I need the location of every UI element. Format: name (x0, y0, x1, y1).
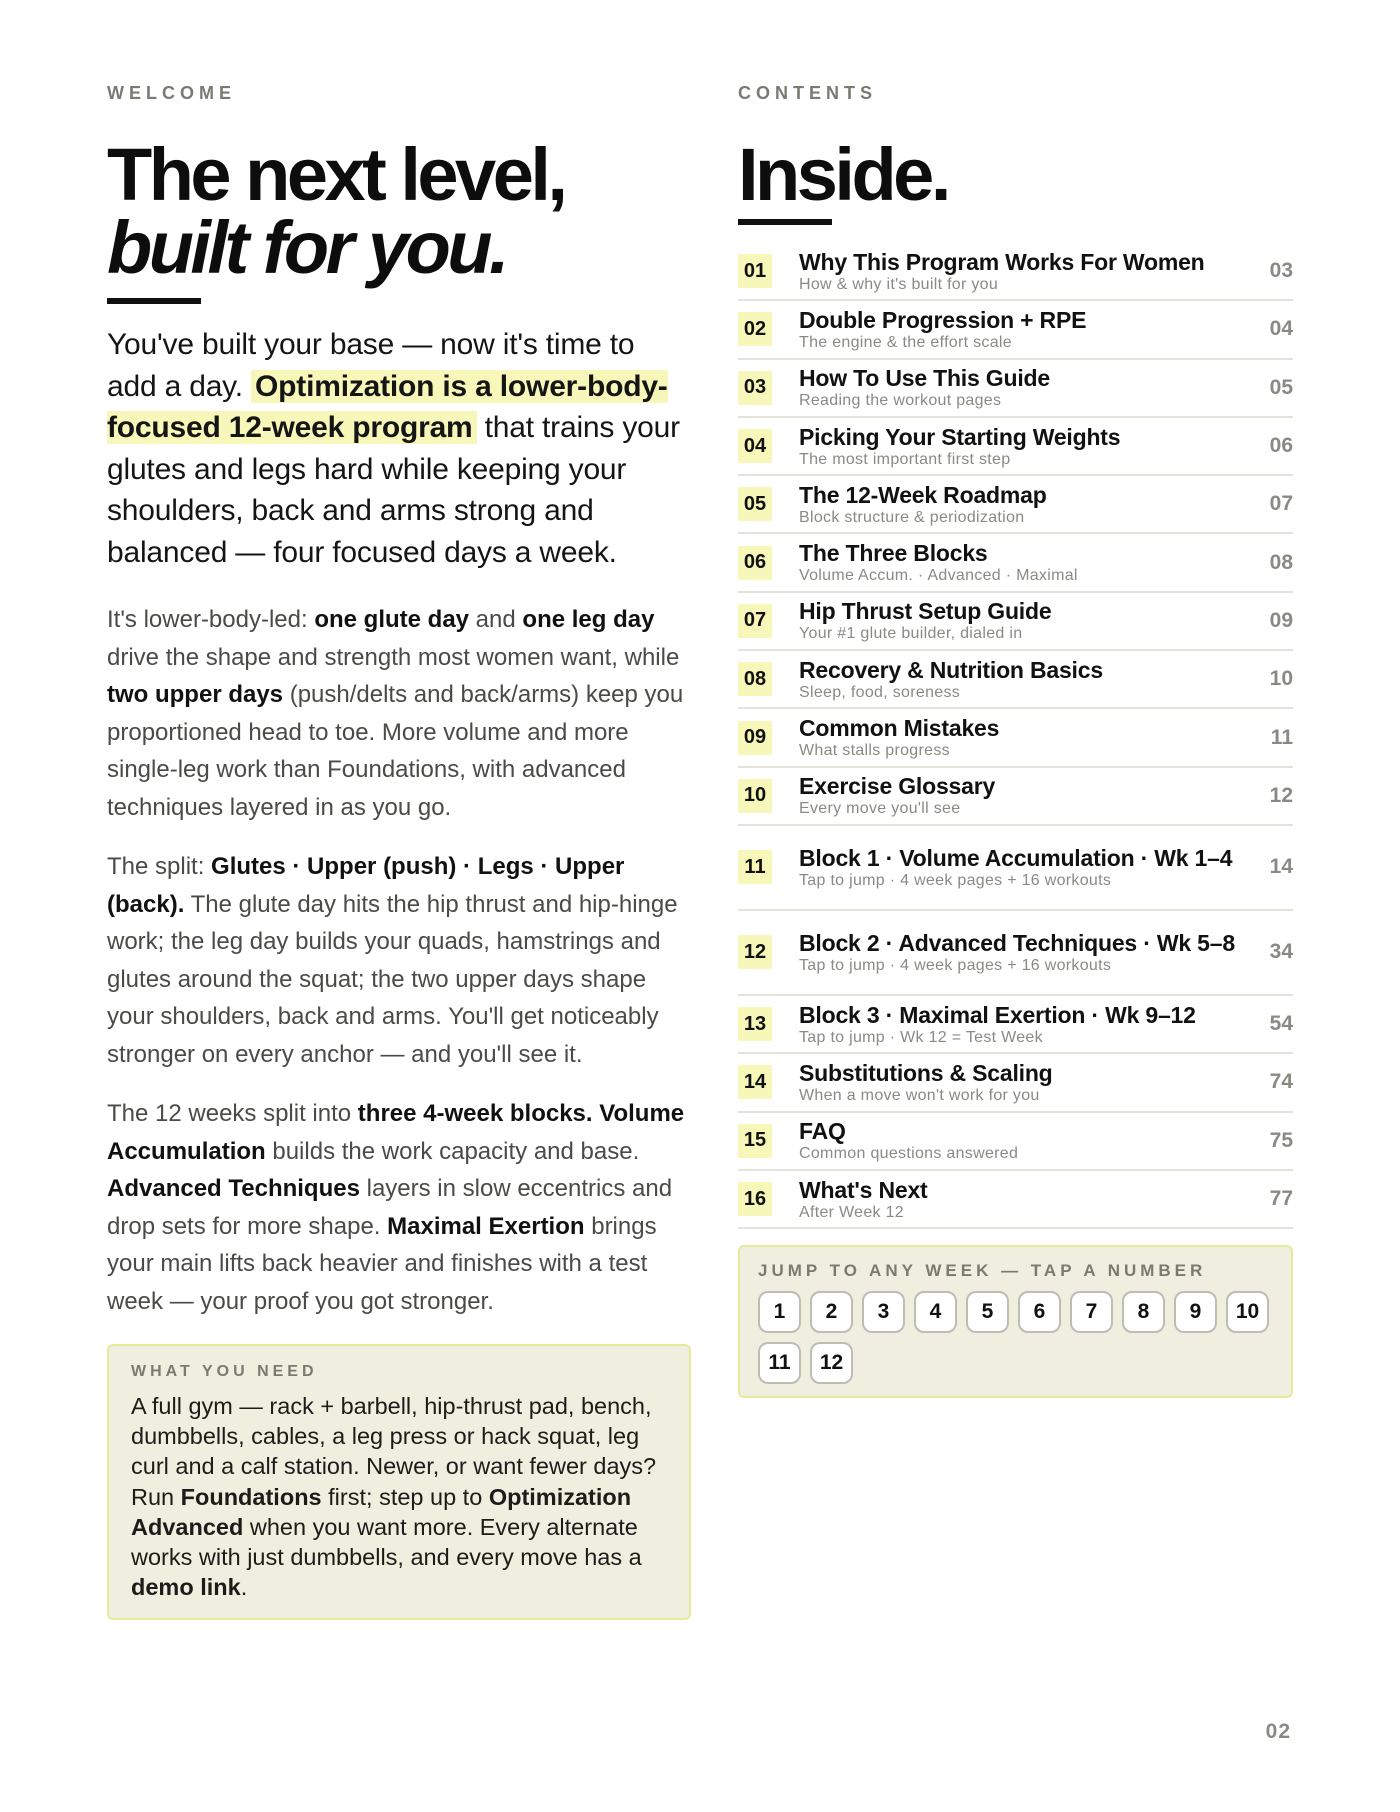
toc-row[interactable] (738, 360, 1293, 418)
toc-page-number: 74 (1269, 1070, 1293, 1094)
p1-text-1: It's lower-body-led: (107, 606, 315, 633)
week-button[interactable]: 12 (810, 1342, 853, 1384)
p3-text-5: brings your main lifts back heavier and finishes with a test week — your proof you got stronger. (107, 1212, 657, 1315)
welcome-headline (107, 133, 691, 289)
toc-row[interactable] (738, 593, 1293, 651)
toc-title: How To Use This Guide (799, 365, 1050, 392)
toc-page-number: 10 (1269, 667, 1293, 691)
contents-section (738, 82, 1293, 1398)
week-button[interactable]: 3 (862, 1291, 905, 1333)
p3-bold-3: Advanced Techniques (107, 1175, 360, 1202)
toc-page-number: 08 (1269, 550, 1293, 574)
p3-bold-2: Volume Accumulation (107, 1100, 685, 1165)
toc-page-number: 14 (1269, 855, 1293, 879)
toc-page-number: 75 (1269, 1128, 1293, 1152)
toc-text (799, 365, 1243, 410)
toc-title: What's Next (799, 1176, 928, 1203)
p1-text-2: and (469, 606, 523, 633)
body-paragraph-1 (107, 601, 691, 826)
toc-subtitle: Your #1 glute builder, dialed in (799, 625, 1023, 643)
what-you-need-text (131, 1391, 667, 1602)
toc-row[interactable] (738, 301, 1293, 359)
need-bold-3: demo link (131, 1574, 241, 1601)
toc-subtitle: Tap to jump · Wk 12 = Test Week (799, 1028, 1043, 1046)
toc-number: 04 (738, 429, 772, 463)
toc-subtitle: Every move you'll see (799, 800, 961, 818)
welcome-section (107, 82, 691, 1620)
contents-title: Inside. (738, 133, 948, 216)
toc-title: Common Mistakes (799, 715, 1000, 742)
toc-number: 16 (738, 1182, 772, 1216)
p2-text-2: The glute day hits the hip thrust and hip-hinge work; the leg day builds your quads, hamstrings and glutes around the squat; the two upper days shape your shoulders, back and arms. You'll get noticeably stronger on every anchor — and you'll see it. (107, 890, 678, 1068)
toc-text (799, 249, 1243, 294)
lead-text-2: that trains your glutes and legs hard while keeping your shoulders, back and arms strong and balanced — four focused days a week. (107, 411, 680, 569)
toc-text (799, 1060, 1243, 1105)
jump-to-week-panel (738, 1245, 1293, 1398)
toc-row[interactable] (738, 651, 1293, 709)
toc-row[interactable] (738, 709, 1293, 767)
toc-subtitle: The most important first step (799, 450, 1011, 468)
toc-number: 14 (738, 1065, 772, 1099)
toc-number: 09 (738, 721, 772, 755)
toc-row[interactable] (738, 418, 1293, 476)
headline-line-2: built for you. (107, 206, 507, 289)
toc-subtitle: How & why it's built for you (799, 275, 999, 293)
lead-highlight: Optimization is a lower-body-focused 12-week program (107, 369, 668, 444)
lead-paragraph (107, 324, 691, 573)
toc-subtitle: Reading the workout pages (799, 392, 1002, 410)
toc-subtitle: The engine & the effort scale (799, 333, 1012, 351)
toc-text (799, 1002, 1243, 1047)
headline-line-1: The next level, (107, 133, 565, 216)
need-text-3: when you want more. Every alternate works with just dumbbells, and every move has a (131, 1513, 642, 1571)
toc-row[interactable] (738, 534, 1293, 592)
toc-page-number: 03 (1269, 259, 1293, 283)
toc-title: Hip Thrust Setup Guide (799, 598, 1052, 625)
toc-number: 08 (738, 662, 772, 696)
week-button[interactable]: 11 (758, 1342, 801, 1384)
toc-title: The Three Blocks (799, 540, 988, 567)
toc-text (799, 598, 1243, 643)
week-button[interactable]: 5 (966, 1291, 1009, 1333)
toc-number: 13 (738, 1007, 772, 1041)
table-of-contents (738, 243, 1293, 1229)
toc-title: Block 1 · Volume Accumulation · Wk 1–4 (799, 844, 1233, 871)
toc-number: 03 (738, 371, 772, 405)
p3-bold-4: Maximal Exertion (387, 1212, 585, 1240)
toc-text (799, 1118, 1243, 1163)
toc-text (799, 540, 1243, 585)
p3-text-3: builds the work capacity and base. (265, 1137, 640, 1165)
toc-subtitle: Common questions answered (799, 1145, 1019, 1163)
toc-page-number: 06 (1269, 434, 1293, 458)
toc-title: Block 2 · Advanced Techniques · Wk 5–8 (799, 929, 1235, 956)
need-text-2: first; step up to (321, 1483, 489, 1510)
week-button[interactable]: 6 (1018, 1291, 1061, 1333)
toc-page-number: 11 (1270, 725, 1293, 749)
toc-text (799, 307, 1243, 352)
toc-number: 10 (738, 779, 772, 813)
p1-bold-3: two upper days (107, 681, 284, 708)
toc-row[interactable] (738, 243, 1293, 301)
toc-row[interactable] (738, 996, 1293, 1054)
toc-number: 15 (738, 1124, 772, 1158)
toc-subtitle: Tap to jump · 4 week pages + 16 workouts (799, 956, 1112, 974)
week-button[interactable]: 4 (914, 1291, 957, 1333)
toc-page-number: 77 (1269, 1187, 1293, 1210)
lead-text-1: You've built your base — now it's time to add a day. (107, 328, 635, 403)
week-buttons (758, 1291, 1273, 1384)
toc-row[interactable] (738, 1171, 1293, 1229)
toc-subtitle: When a move won't work for you (799, 1086, 1040, 1104)
headline-rule (107, 298, 201, 304)
toc-row[interactable] (738, 1054, 1293, 1112)
what-you-need-panel (107, 1344, 691, 1620)
toc-number: 07 (738, 604, 772, 638)
toc-number: 12 (738, 935, 772, 969)
p2-text-1: The split: (107, 853, 212, 880)
week-button[interactable]: 7 (1070, 1291, 1113, 1333)
toc-number: 06 (738, 546, 772, 580)
toc-text (799, 424, 1243, 469)
week-button[interactable]: 9 (1174, 1291, 1217, 1333)
week-button[interactable]: 2 (810, 1291, 853, 1333)
toc-page-number: 12 (1269, 783, 1293, 807)
toc-title: Exercise Glossary (799, 773, 996, 800)
need-bold-1: Foundations (180, 1483, 322, 1510)
toc-subtitle: What stalls progress (799, 742, 950, 760)
jump-eyebrow: JUMP TO ANY WEEK — TAP A NUMBER (758, 1261, 1207, 1281)
toc-title: Picking Your Starting Weights (799, 423, 1121, 450)
p3-bold-1: three 4-week blocks. (357, 1100, 593, 1127)
body-paragraph-3 (107, 1095, 691, 1320)
week-button[interactable]: 10 (1226, 1291, 1269, 1333)
toc-page-number: 34 (1269, 940, 1293, 964)
toc-page-number: 07 (1269, 492, 1293, 516)
toc-subtitle: After Week 12 (799, 1203, 904, 1221)
toc-title: Why This Program Works For Women (799, 248, 1205, 275)
page-number: 02 (1265, 1720, 1291, 1743)
toc-subtitle: Sleep, food, soreness (799, 683, 961, 701)
toc-row[interactable] (738, 768, 1293, 826)
toc-title: Substitutions & Scaling (799, 1059, 1053, 1086)
what-you-need-eyebrow: WHAT YOU NEED (131, 1363, 318, 1380)
toc-title: The 12-Week Roadmap (799, 481, 1047, 508)
toc-row[interactable] (738, 826, 1293, 911)
toc-text (799, 1177, 1243, 1222)
toc-text (799, 657, 1243, 702)
toc-number: 02 (738, 312, 772, 346)
toc-title: Double Progression + RPE (799, 306, 1087, 333)
p3-text-1: The 12 weeks split into (107, 1100, 358, 1127)
toc-subtitle: Volume Accum. · Advanced · Maximal (799, 567, 1078, 585)
p2-bold-1: Glutes · Upper (push) · Legs · Upper (back). (107, 853, 625, 918)
body-paragraph-2 (107, 848, 691, 1073)
toc-text (799, 482, 1243, 527)
toc-title: Recovery & Nutrition Basics (799, 656, 1103, 683)
toc-text (799, 715, 1243, 760)
toc-page-number: 05 (1269, 375, 1293, 399)
need-bold-2: Optimization Advanced (131, 1483, 632, 1540)
toc-page-number: 54 (1269, 1012, 1293, 1036)
need-text-1: A full gym — rack + barbell, hip-thrust pad, bench, dumbbells, cables, a leg press or hack squat, leg curl and a calf station. Newer, or want fewer days? Run (131, 1393, 657, 1510)
p1-text-4: (push/delts and back/arms) keep you proportioned head to toe. More volume and more single-leg work than Foundations, with advanced techniques layered in as you go. (107, 681, 684, 821)
toc-text (799, 930, 1243, 975)
toc-subtitle: Tap to jump · 4 week pages + 16 workouts (799, 871, 1112, 889)
welcome-eyebrow: WELCOME (107, 83, 236, 103)
toc-number: 05 (738, 487, 772, 521)
toc-title: FAQ (799, 1118, 846, 1145)
toc-row[interactable] (738, 1113, 1293, 1171)
toc-page-number: 04 (1269, 317, 1293, 341)
toc-number: 01 (738, 254, 772, 288)
contents-eyebrow: CONTENTS (738, 83, 877, 103)
need-text-4: . (240, 1574, 248, 1601)
toc-title: Block 3 · Maximal Exertion · Wk 9–12 (799, 1001, 1196, 1028)
toc-text (799, 845, 1243, 890)
p3-text-4: layers in slow eccentrics and drop sets for more shape. (107, 1175, 673, 1240)
toc-text (799, 773, 1243, 818)
p1-bold-1: one glute day (314, 606, 470, 633)
toc-subtitle: Block structure & periodization (799, 508, 1025, 526)
week-button[interactable]: 8 (1122, 1291, 1165, 1333)
toc-row[interactable] (738, 911, 1293, 996)
toc-row[interactable] (738, 476, 1293, 534)
contents-rule (738, 219, 832, 225)
p1-text-3: drive the shape and strength most women want, while (107, 643, 680, 671)
week-button[interactable]: 1 (758, 1291, 801, 1333)
toc-page-number: 09 (1269, 608, 1293, 632)
p1-bold-2: one leg day (522, 606, 655, 633)
toc-number: 11 (738, 850, 772, 884)
